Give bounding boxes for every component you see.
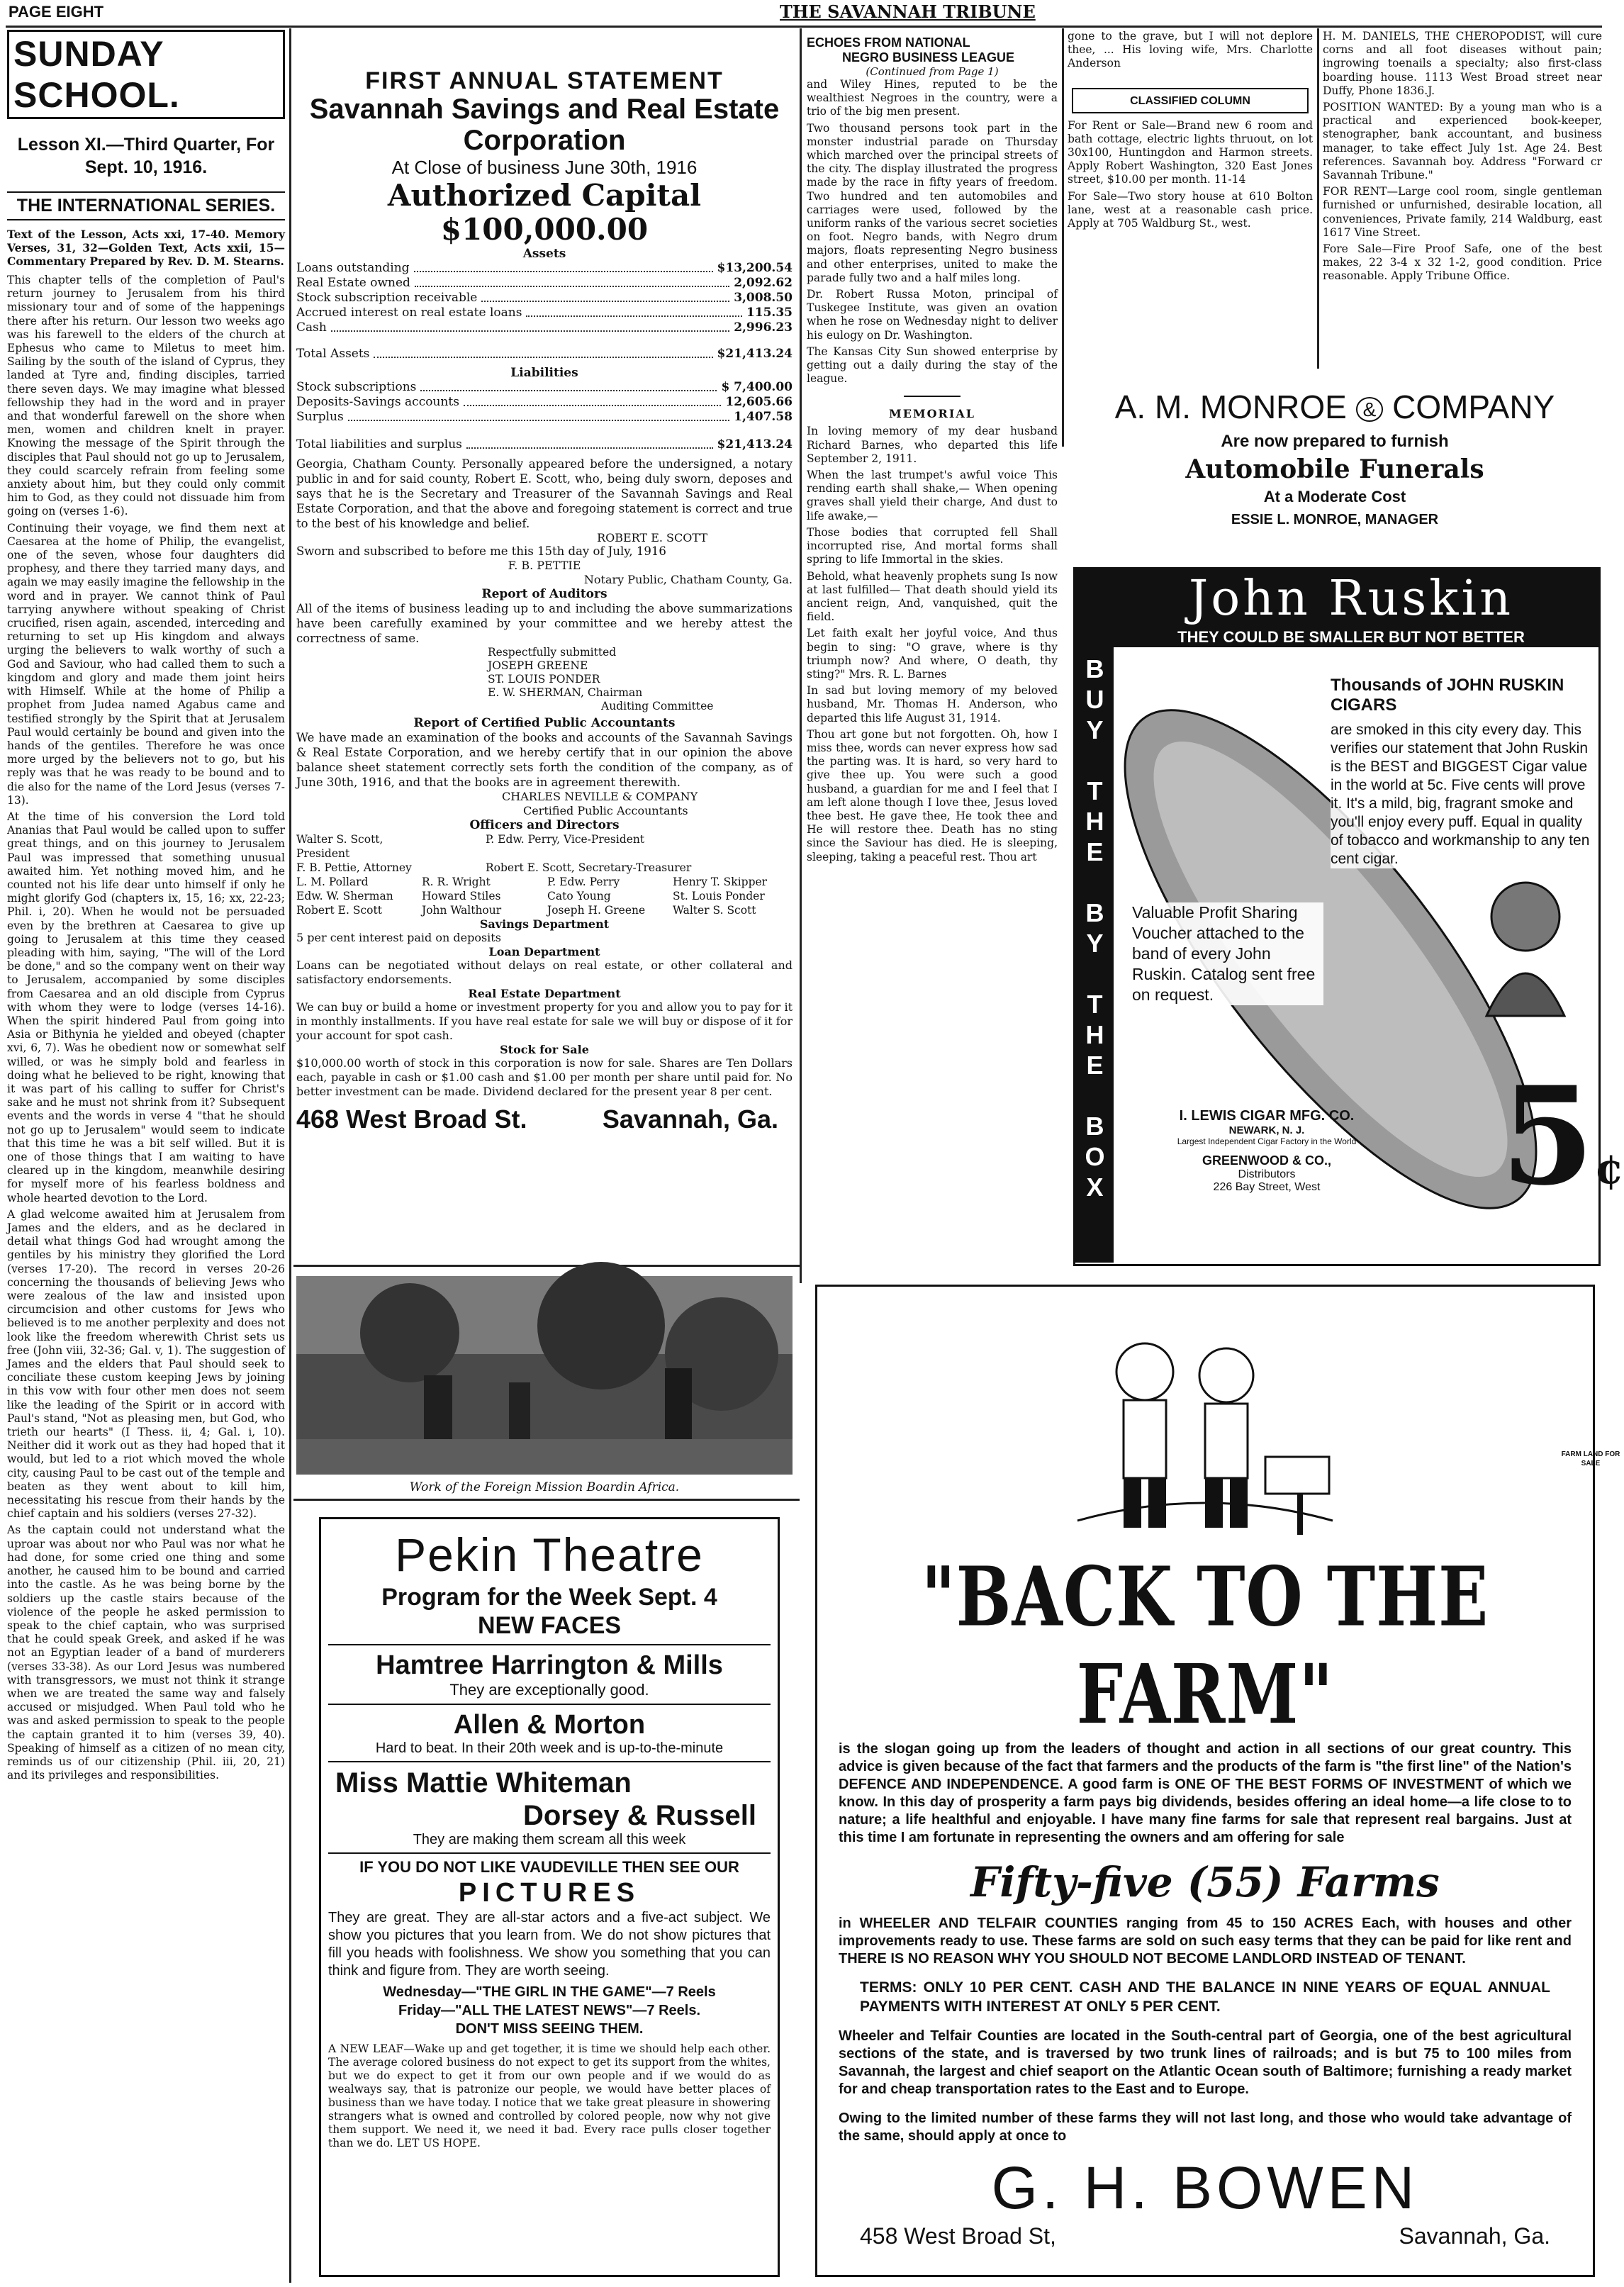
statement-ad (296, 68, 793, 1265)
farm-illustration (1070, 1308, 1340, 1563)
row-value: 2,996.23 (734, 320, 793, 335)
ruskin-copy (1331, 676, 1593, 868)
price-tag (1501, 1057, 1624, 1240)
assets-row (296, 291, 793, 306)
classified-title: CLASSIFIED COLUMN (1130, 94, 1250, 107)
officer: Cato Young (547, 890, 611, 902)
echoes-paragraph: The Kansas City Sun showed enterprise by getting out a daily during the stay of the league. (807, 345, 1058, 386)
ruskin-body: are smoked in this city every day. This verifies our statement that John Ruskin is the BEST and BIGGEST Cigar value in the world at 5c. Five cents will prove it. It's a mild, big, fragrant smoke and you'll enjoy every puff. Equal in quality of tobacco and workmanship to any ten cent cigar. (1331, 721, 1593, 868)
row-label: Stock subscription receivable (296, 291, 478, 305)
monroe-name-2: COMPANY (1392, 388, 1555, 425)
echoes-title: NEGRO BUSINESS LEAGUE (842, 50, 1015, 65)
classified-item: Fore Sale—Fire Proof Safe, one of the best makes, 22 3-4 x 32 1-2, good condition. Price reasonable. Apply Tribune Office. (1323, 242, 1602, 283)
classified-title-box (1072, 88, 1309, 113)
notary-title: Notary Public, Chatham County, Ga. (583, 573, 793, 586)
signature-line: Auditing Committee (601, 700, 714, 712)
statement-header: FIRST ANNUAL STATEMENT (365, 67, 724, 94)
signature-line: ST. LOUIS PONDER (488, 673, 600, 686)
act-note: They are exceptionally good. (449, 1681, 649, 1699)
new-leaf: A NEW LEAF—Wake up and get together, it is time we should help each other. The average colored business do not expect to get its support from the whites, but we do expect to get it from our own people and if we would do as wealways say, that is patronize our people, we would have better places of business than we have today. I notice that we take great pleasure in showering strangers what is owned and controlled by colored people, now why not give them support. We need it, we need it bad. Every race pulls closer together than we do. LET US HOPE. (328, 2042, 771, 2149)
assets-title: Assets (522, 247, 566, 261)
distributor-address: 226 Bay Street, West (1213, 1181, 1321, 1193)
officer: P. Edw. Perry (547, 876, 620, 888)
ruskin-maker (1118, 1108, 1416, 1194)
row-label: Total liabilities and surplus (296, 437, 462, 452)
officer: Henry T. Skipper (673, 876, 768, 888)
assets-row (296, 261, 793, 276)
monroe-line: At a Moderate Cost (1263, 487, 1406, 505)
farm-headline: "BACK TO THE FARM" (921, 1548, 1489, 1743)
ruskin-side-text: BUY THE BY THE BOX (1080, 654, 1109, 1203)
farm-intro: is the slogan going up from the leaders of thought and action in all sections of our great country. This advice is given because of the fact that farmers and the products of the farm is "the first line" of the Nation's DEFENCE AND INDEPENDENCE. A good farm is ONE OF THE BEST FORMS OF INVESTMENT of which we know. In this day of prosperity a farm pays big dividends, besides offering an ideal home—a life close to to nature; a life healthful and enjoyable. I have many fine farms for sale that represent real bargains. Just at this time I am fortunate in representing the owners and am offering for sale (839, 1741, 1572, 1845)
farm-counties: in WHEELER AND TELFAIR COUNTIES ranging from 45 to 150 ACRES Each, with houses and other improvements ready to use. These farms are sold on such easy terms that they can be paid for like rent and THERE IS NO REASON WHY YOU SHOULD NOT BECOME LANDLORD INSTEAD OF TENANT. (839, 1916, 1572, 1967)
maker-name: I. LEWIS CIGAR MFG. CO. (1179, 1108, 1355, 1124)
portrait-icon (1472, 867, 1579, 1023)
officer: Walter S. Scott (673, 904, 756, 917)
signature-line: E. W. SHERMAN, Chairman (488, 686, 643, 699)
row-value: 12,605.66 (725, 395, 793, 409)
total-liabilities-row (296, 437, 793, 452)
officer: Robert E. Scott (296, 904, 382, 917)
loan-text: Loans can be negotiated without delays on real estate, or other collateral and satisfactory endorsements. (296, 958, 793, 986)
farm-terms: TERMS: ONLY 10 PER CENT. CASH AND THE BALANCE IN NINE YEARS OF EQUAL ANNUAL PAYMENTS WITH INTEREST AT ONLY 5 PER CENT. (860, 1979, 1550, 2015)
officer: Walter S. Scott, President (296, 833, 383, 860)
signature-line: JOSEPH GREENE (488, 659, 588, 672)
photo-caption: Work of the Foreign Mission Boardin Africa. (409, 1480, 680, 1494)
memorial-title: MEMORIAL (889, 407, 975, 421)
auditors-title: Report of Auditors (481, 587, 607, 601)
column-rule (289, 28, 291, 2283)
memorial-body (807, 425, 1058, 863)
city: Savannah, Ga. (1399, 2223, 1550, 2249)
liabilities-row (296, 395, 793, 410)
stock-text: $10,000.00 worth of stock in this corporation is now for sale. Shares are Ten Dollars each, payable in cash or $1.00 cash and $1.00 per month per share until paid for. No better investment can be made. Dividend declared for the present year 8 per cent. (296, 1056, 793, 1098)
act-name: Dorsey & Russell (522, 1800, 756, 1831)
ruskin-brand: John Ruskin (1188, 571, 1514, 627)
classified-item: For Rent or Sale—Brand new 6 room and bath cottage, electric lights thruout, on lot 30x100, Huntingdon and Harmon streets. Apply Robert Washington, 320 East Jones street, $10.00 per month. 11-14 (1068, 118, 1313, 186)
monroe-line: Are now prepared to furnish (1221, 431, 1449, 451)
column-rule (1062, 28, 1064, 447)
act-note: They are making them scream all this week (413, 1832, 686, 1847)
price-cent: ¢ (1594, 1144, 1624, 1194)
act-note: Hard to beat. In their 20th week and is up-to-the-minute (375, 1740, 724, 1756)
total-assets-row (296, 347, 793, 362)
signature-line: Respectfully submitted (488, 646, 617, 659)
memorial-paragraph: In loving memory of my dear husband Richard Barnes, who departed this life September 2, 1911. (807, 425, 1058, 465)
ruskin-tagline: THEY COULD BE SMALLER BUT NOT BETTER (1177, 628, 1525, 646)
monroe-name-1: A. M. MONROE (1114, 388, 1347, 425)
monroe-headline: Automobile Funerals (1185, 454, 1484, 484)
officers-grid (296, 832, 793, 917)
row-label: Cash (296, 320, 327, 335)
statement-date: At Close of business June 30th, 1916 (391, 157, 698, 178)
theatre-new-faces: NEW FACES (477, 1612, 622, 1639)
memorial-paragraph: When the last trumpet's awful voice This rending earth shall shake,— When opening graves shall yield their charge, And dust to life awake,— (807, 469, 1058, 522)
classified-item: H. M. DANIELS, THE CHEROPODIST, will cure corns and all foot diseases without pain; ingrowing toenails a specialty; also first-class boarding house. 1113 West Broad street near Duffy, Phone 1836.J. (1323, 30, 1602, 97)
memorial-paragraph: In sad but loving memory of my beloved husband, Mr. Thomas H. Anderson, who departed this life August 31, 1914. (807, 684, 1058, 725)
theatre-program: Program for the Week Sept. 4 (381, 1584, 717, 1611)
classified-item: POSITION WANTED: By a young man who is a practical and experienced book-keeper, stenographer, bank accountant, and business manager, to take effect July 1st. Age 24. Best references. Savannah boy. Address "Forward cr Savannah Tribune." (1323, 101, 1602, 182)
wednesday-show: Wednesday—"THE GIRL IN THE GAME"—7 Reels (383, 1984, 716, 2000)
city: Savannah, Ga. (602, 1105, 778, 1134)
vaudeville-line: IF YOU DO NOT LIKE VAUDEVILLE THEN SEE OUR (359, 1858, 739, 1876)
classified-item: For Sale—Two story house at 610 Bolton lane, west at a reasonable cash price. Apply at 705 Waldburg St., west. (1068, 189, 1313, 230)
sunday-school-column (7, 30, 285, 2284)
section-rule (293, 1265, 800, 1267)
monroe-ampersand: & (1356, 397, 1384, 422)
act-name: Allen & Morton (453, 1710, 646, 1740)
address: 458 West Broad St, (860, 2223, 1056, 2249)
continued-note: (Continued from Page 1) (866, 65, 999, 78)
row-label: Real Estate owned (296, 276, 410, 290)
row-label: Loans outstanding (296, 261, 410, 275)
officer: St. Louis Ponder (673, 890, 765, 902)
officer: John Walthour (422, 904, 502, 917)
memorial-paragraph: Those bodies that corrupted fell Shall incorrupted rise, And mortal forms shall spring to life Immortal in the skies. (807, 525, 1058, 566)
cpa-signature (502, 790, 793, 818)
farm-agent-name: G. H. BOWEN (991, 2154, 1419, 2221)
echoes-title: ECHOES FROM NATIONAL (807, 35, 970, 50)
officer: Edw. W. Sherman (296, 890, 393, 902)
officer: F. B. Pettie, Attorney (296, 861, 412, 874)
cpa-text: We have made an examination of the books and accounts of the Savannah Savings & Real Estate Corporation, and we hereby certify that in our opinion the above balance sheet statement correctly sets forth the condition of the company, as of June 30th, 1916, and that the books are in agreement therewith. (296, 731, 793, 789)
price-number: 5 (1501, 1057, 1595, 1215)
officers-title: Officers and Directors (469, 818, 620, 832)
lesson-heading: Lesson XI.—Third Quarter, For Sept. 10, 1916. (17, 135, 275, 177)
memorial-paragraph: Thou art gone but not forgotten. Oh, how I miss thee, words can never express how sad the parting was. It is hard, so very hard to give thee up. You were such a good husband, a guardian for me and I feel that I am left alone though I love thee, Jesus loved thee best. He gave thee, He took thee and He will restore thee. Death has no sting since the Saviour has died. He is sleeping, sleeping, taking a peaceful rest. Thou art (807, 727, 1058, 863)
row-label: Surplus (296, 410, 344, 424)
officer: Robert E. Scott, Secretary-Treasurer (486, 861, 692, 874)
lesson-paragraph: As the captain could not understand what the uproar was about nor who Paul was nor what he had done, for some cried one thing and some another, he caused him to be bound and carried into the castle. As he was being borne by the soldiers up the castle stairs because of the violence of the people he asked permission to speak to the chief captain, who was surprised that he could speak Greek, and asked if he was not an Egyptian leader of a band of murderers (verses 33-38). As our Lord Jesus was numbered with transgressors, we must not think it strange when we are treated the same way and falsely accused or misjudged. When Paul told who he was and asked permission to speak to the people the captain granted it to him (verses 39, 40). Speaking of himself as a citizen of no mean city, reminds us of our citizenship (Phil. iii, 20, 21) and its privileges and responsibilities. (7, 1523, 285, 1782)
assets-row (296, 306, 793, 320)
echoes-column (807, 35, 1058, 1273)
savings-text: 5 per cent interest paid on deposits (296, 931, 501, 944)
echoes-paragraph: and Wiley Hines, reputed to be the wealthiest Negroes in the country, were a trio of the big men present. (807, 78, 1058, 118)
real-estate-text: We can buy or build a home or investment property for you and allow you to pay for it in monthly installments. If you have real estate for sale we will buy or dispose of it for your account for spot cash. (296, 1000, 793, 1042)
officer: Howard Stiles (422, 890, 501, 902)
act-name: Hamtree Harrington & Mills (376, 1650, 723, 1680)
row-value: $21,413.24 (717, 437, 793, 452)
lesson-paragraph: This chapter tells of the completion of Paul's return journey to Jerusalem from his third missionary tour and of some of the happenings there after his return. Our lesson two weeks ago was his farewell to the elders of the church at Ephesus who came to Miletus to meet him. Sailing by the south of the island of Cyprus, they landed at Tyre and, finding disciples, tarried there seven days. We may imagine what blessed fellowship they had in the word and in prayer and that wonderful farewell on the shore when men, women and children knelt in prayer. Knowing the message of the Spirit through the disciples that Paul should not go up to Jerusalem, they could scarcely refrain from feeling some anxiety about him, but they could only commit him to God, as they could not dissuade him from going on (verses 1-6). (7, 274, 285, 518)
liabilities-title: Liabilities (510, 366, 578, 380)
signature-line: Certified Public Accountants (523, 804, 688, 817)
pictures-heading: PICTURES (458, 1878, 641, 1908)
address: 468 West Broad St. (296, 1105, 527, 1134)
pekin-theatre-ad (319, 1517, 780, 2277)
theatre-title: Pekin Theatre (395, 1528, 704, 1581)
real-estate-title: Real Estate Department (468, 987, 621, 1000)
farm-agent-address (839, 2223, 1572, 2249)
row-label: Accrued interest on real estate loans (296, 306, 522, 320)
echoes-paragraph: Dr. Robert Russa Moton, principal of Tuskegee Institute, was given an ovation when he rose on Wednesday night to deliver his eulogy on Dr. Washington. (807, 288, 1058, 342)
liabilities-row (296, 410, 793, 425)
distributor-name: GREENWOOD & CO., (1202, 1153, 1331, 1168)
farm-location: Wheeler and Telfair Counties are located in the South-central part of Georgia, one of the best agricultural sections of the state, and is traversed by two trunk lines of railroads; and is but 75 to 100 miles from Savannah, the largest and chief seaport on the Atlantic Ocean south of Baltimore; furnishing a ready market for and cheap transportation rates to the East and to Europe. (839, 2028, 1572, 2097)
farm-ad (815, 1285, 1620, 2277)
lesson-paragraph: At the time of his conversion the Lord told Ananias that Paul would be called upon to suffer great things, and on this journey to Jerusalem Paul was impressed that something unusual awaited him. Yet nothing moved him, and he counted not his life dear unto himself if only he might glorify God (chapters ix, 15, 16; xx, 22-23; Phil. i, 20). When he would not be persuaded even by the brethren at Caesarea to give up going to Jerusalem at this time they ceased pleading with him, saying, "The will of the Lord be done," and so the company went on their way to Jerusalem, accompanied by some disciples from Caesarea and an old disciple from Cyprus with whom they were to lodge (verses 14-16). When the spirit hindered Paul from going into Asia or Bithynia he yielded and obeyed (chapter xvi, 6, 7). Was he obedient now or somewhat self willed, or was he simply bold and fearless in doing what he believed to be right, knowing that it was part of his calling to suffer for Christ's sake and he must not shrink from it? Subsequent events and the words in verse 4 "that he should not go up to Jerusalem" would seem to indicate that this time he was a bit self willed. But it is one of those things that I am waiting to have cleared up in the kingdom, meanwhile desiring for myself more of his fearless boldness and whole hearted devotion to the Lord. (7, 810, 285, 1204)
officer: L. M. Pollard (296, 876, 369, 888)
sunday-school-title: SUNDAY SCHOOL. (7, 30, 285, 119)
photo-image (296, 1276, 793, 1475)
auditors-signatures (488, 646, 793, 713)
distributor-label: Distributors (1238, 1168, 1296, 1180)
row-value: 3,008.50 (734, 291, 793, 305)
classified-items (1068, 119, 1313, 231)
monroe-name (1068, 387, 1602, 430)
maker-note: Largest Independent Cigar Factory in the World (1177, 1136, 1357, 1146)
officer: P. Edw. Perry, Vice-President (486, 833, 645, 846)
farm-sign: FARM LAND FOR SALE (1561, 1450, 1620, 1467)
farm-owing: Owing to the limited number of these farms they will not last long, and those who would take advantage of the same, should apply at once to (839, 2110, 1572, 2144)
column-rule (800, 28, 802, 1283)
sworn-line: Sworn and subscribed to before me this 15th day of July, 1916 (296, 544, 666, 558)
stock-title: Stock for Sale (500, 1043, 589, 1056)
row-value: $ 7,400.00 (721, 380, 793, 394)
classified-items (1323, 30, 1602, 284)
assets-list (296, 261, 793, 335)
classified-column-2 (1323, 30, 1602, 370)
echoes-paragraph: Two thousand persons took part in the monster industrial parade on Thursday which marched over the principal streets of the city. The display illustrated the progress made by the race in fifty years of freedom. Two hundred and ten automobiles and carriages were used, followed by the uniform ranks of the various secret societies on foot. Negro bands, with Negro drum majors, floats representing Negro business and other enterprises, united to make the parade fully two and a half miles long. (807, 121, 1058, 284)
assets-row (296, 320, 793, 335)
row-value: $21,413.24 (717, 347, 793, 361)
farm-count: Fifty-five (55) Farms (970, 1858, 1440, 1906)
lesson-intro: Text of the Lesson, Acts xxi, 17-40. Memory Verses, 31, 32—Golden Text, Acts xxii, 15—Commentary Prepared by Rev. D. M. Stearns. (7, 228, 285, 268)
monroe-ad (1068, 387, 1602, 557)
memorial-continuation: gone to the grave, but I will not deplore thee, ... His loving wife, Mrs. Charlotte Anderson (1068, 30, 1313, 70)
section-rule (293, 1499, 800, 1501)
classified-item: FOR RENT—Large cool room, single gentleman furnished or unfurnished, desirable location, all conveniences, Private family, 214 Waldburg, east 1617 Vine Street. (1323, 185, 1602, 239)
row-value: $13,200.54 (717, 261, 793, 275)
act-name: Miss Mattie Whiteman (335, 1767, 632, 1799)
liabilities-row (296, 380, 793, 395)
affidavit-signature: ROBERT E. SCOTT (597, 531, 707, 544)
echoes-body (807, 78, 1058, 386)
monroe-manager: ESSIE L. MONROE, MANAGER (1231, 511, 1439, 527)
maker-city: NEWARK, N. J. (1228, 1124, 1305, 1136)
row-label: Total Assets (296, 347, 370, 361)
statement-capital: Authorized Capital $100,000.00 (387, 178, 702, 247)
loan-title: Loan Department (488, 945, 600, 958)
row-value: 115.35 (746, 306, 793, 320)
ruskin-cigar-ad (1073, 567, 1624, 1266)
series-heading: THE INTERNATIONAL SERIES. (7, 191, 285, 220)
assets-row (296, 276, 793, 291)
affidavit: Georgia, Chatham County. Personally appeared before the undersigned, a notary public in and for said county, Robert E. Scott, who, being duly sworn, deposes and says that he is the Secretary and Treasurer of the Savannah Savings and Real Estate Corporation, and that the above and foregoing statement is correct and true to the best of his knowledge and belief. (296, 457, 793, 530)
lesson-paragraph: Continuing their voyage, we find them next at Caesarea at the home of Philip, the evangelist, one of the seven, whose four daughters did prophesy, and there they tarried many days, and again we may easily imagine the fellowship in the word and in prayer. We cannot think of Paul tarrying anywhere without speaking of Christ crucified, risen again, ascended, interceding and returning to set up His kingdom and always urging the believers to walk worthy of such a God and Saviour, who had called them to such a kingdom and glory and made them joint heirs with Himself. While at the home of Philip a prophet from Judea named Agabus came and testified strongly by the Spirit that at Jerusalem Paul would certainly be bound and given into the hands of the gentiles. Therefore he was once more urged by the believers not to go, but his reply was that he was ready to be bound and to die also for the name of the Lord Jesus (verses 7-13). (7, 521, 285, 807)
row-label: Deposits-Savings accounts (296, 395, 459, 409)
cpa-title: Report of Certified Public Accountants (413, 716, 676, 730)
ruskin-banner (1075, 569, 1598, 647)
column-rule (1317, 28, 1319, 369)
auditors-text: All of the items of business leading up to and including the above summarizations have been carefully examined by your committee and we hereby attest the correctness of same. (296, 602, 793, 645)
statement-address (296, 1105, 793, 1134)
masthead-rule (6, 26, 1602, 28)
lesson-paragraph: A glad welcome awaited him at Jerusalem from James and the elders, and as he declared in detail what things God had wrought among the gentiles by his ministry they glorified the Lord (verses 17-20). The record in verses 20-26 concerning the thousands of believing Jews who were zealous of the law and insisted upon circumcision and other customs for Jews who believed is to me another perplexity and does not look like the freedom wherewith Christ sets us free (John viii, 32-36; Gal. v, 1). The suggestion of James and the elders that Paul should seek to conciliate these custom keeping Jews by joining in this vow with four other men does not seem like the leading of the Spirit or in accord with Paul's stand, "Not as pleasing men, but God, who trieth our hearts" (I Thess. ii, 4; Gal. i, 10). Neither did it work out as they had hoped that it would, but led to a riot which moved the whole city, causing Paul to be cast out of the temple and beaten as they went about to kill him, necessitating his rescue from their hands by the chief captain and his soldiers (verses 27-32). (7, 1207, 285, 1521)
ruskin-heading: Thousands of JOHN RUSKIN CIGARS (1331, 676, 1564, 715)
statement-company: Savannah Savings and Real Estate Corporation (309, 94, 780, 156)
row-value: 2,092.62 (734, 276, 793, 290)
dont-miss: DON'T MISS SEEING THEM. (455, 2021, 644, 2037)
mission-photo (296, 1276, 793, 1475)
row-label: Stock subscriptions (296, 380, 417, 394)
savings-title: Savings Department (479, 917, 610, 931)
notary-name: F. B. PETTIE (508, 559, 581, 572)
classified-column (1068, 30, 1313, 427)
officer: R. R. Wright (422, 876, 491, 888)
ruskin-side-band (1075, 647, 1114, 1263)
ruskin-voucher: Valuable Profit Sharing Voucher attached to the band of every John Ruskin. Catalog sent free on request. (1132, 902, 1323, 1005)
officer: Joseph H. Greene (547, 904, 646, 917)
page-label: PAGE EIGHT (9, 3, 104, 21)
pictures-text: They are great. They are all-star actors and a five-act subject. We show you pictures that you learn from. We do not show pictures that fill you heads with foolishness. We show you something that you can think and figure from. They are worth seeing. (328, 1910, 771, 1979)
memorial-paragraph: Behold, what heavenly prophets sung Is now at last fulfilled— That death should yield its ancient reign, And, vanquished, quit the field. (807, 569, 1058, 624)
signature-line: CHARLES NEVILLE & COMPANY (502, 790, 698, 803)
row-value: 1,407.58 (734, 410, 793, 424)
lesson-body (7, 274, 285, 1782)
newspaper-name: THE SAVANNAH TRIBUNE (780, 1, 1036, 22)
memorial-paragraph: Let faith exalt her joyful voice, And thus begin to sing: "O grave, where is thy triumph now? And where, O death, thy sting?" Mrs. R. L. Barnes (807, 627, 1058, 681)
friday-show: Friday—"ALL THE LATEST NEWS"—7 Reels. (398, 2003, 701, 2018)
